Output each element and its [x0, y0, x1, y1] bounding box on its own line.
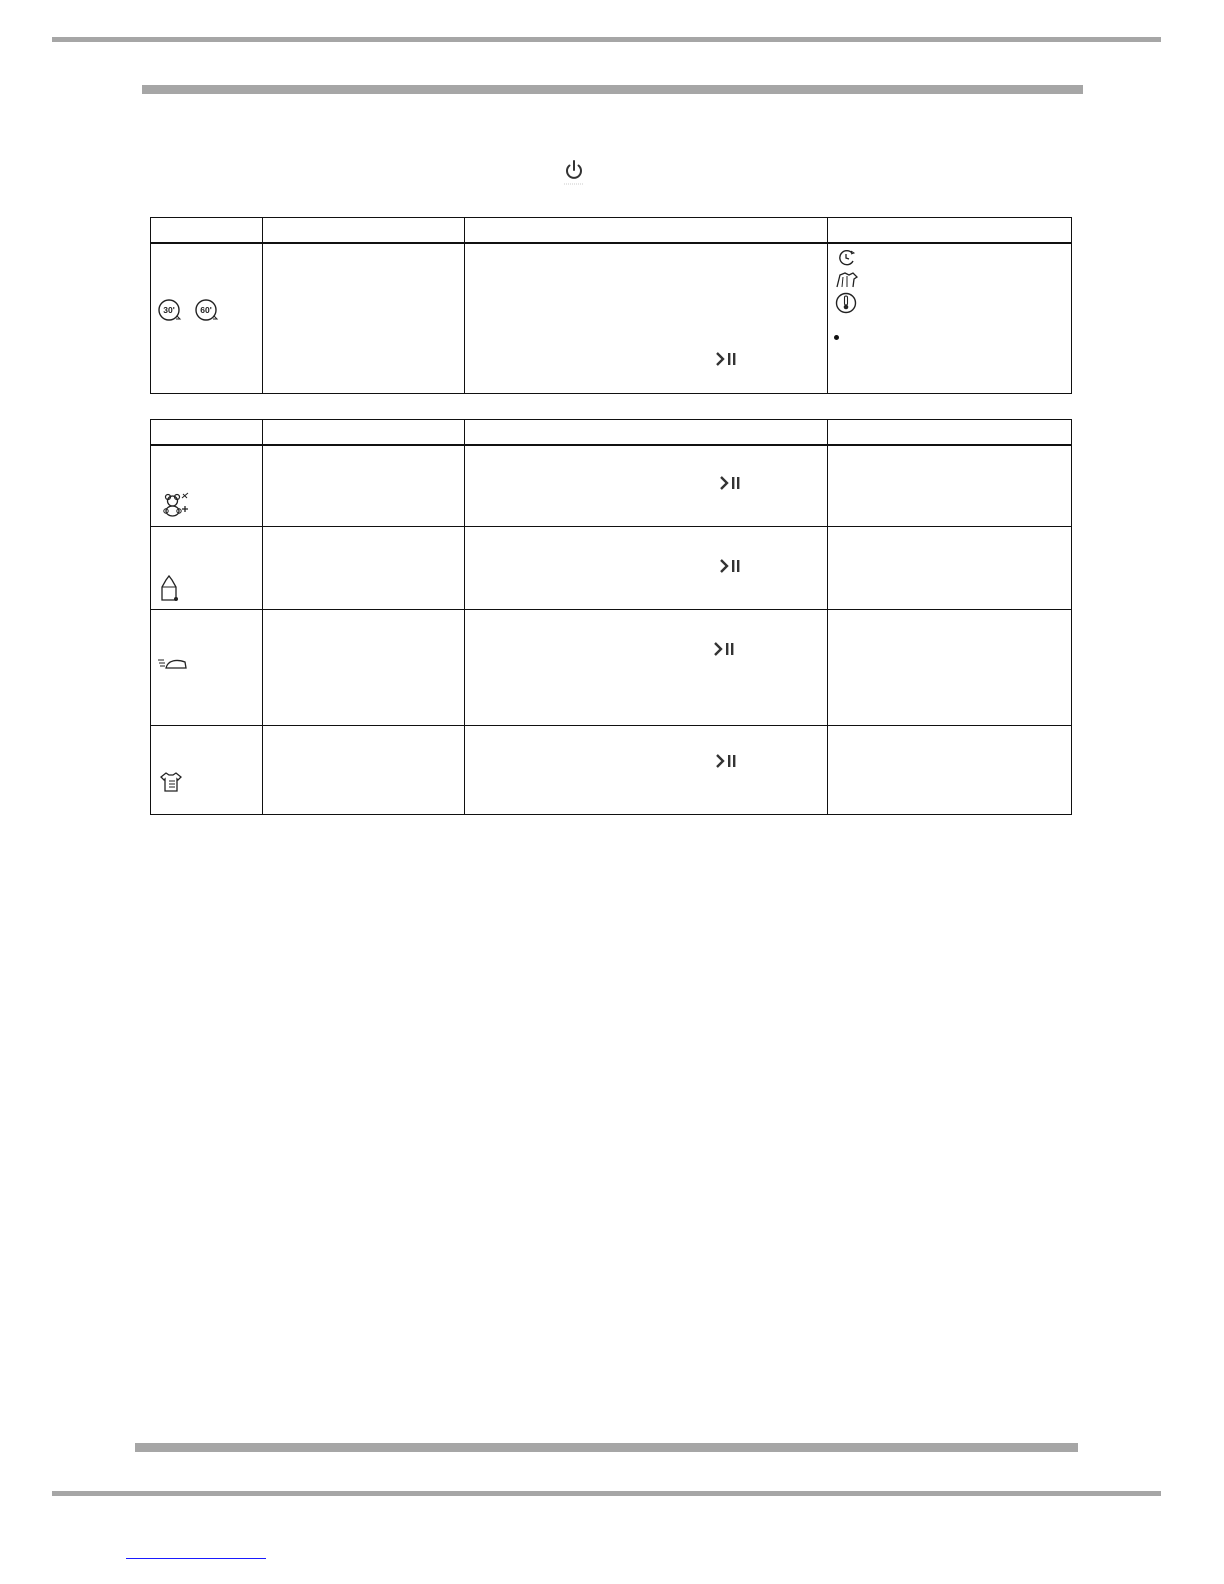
svg-text:60': 60' [200, 305, 212, 315]
table-row [151, 725, 1072, 814]
quick-30-min-icon [159, 300, 180, 320]
options-cell [828, 445, 1072, 526]
table-row [151, 526, 1072, 609]
steam-refresh-icon [159, 574, 181, 602]
header-cell-options [828, 420, 1072, 446]
header-cell-symbol [151, 420, 263, 446]
play-pause-icon [719, 558, 743, 574]
svg-text:30': 30' [163, 305, 175, 315]
options-cell [828, 526, 1072, 609]
description-cell [465, 725, 828, 814]
programme-cell [263, 526, 465, 609]
header-cell-programme [263, 218, 465, 244]
programme-cell [263, 445, 465, 526]
symbol-cell [151, 725, 263, 814]
footer-rule-outer [52, 1491, 1161, 1496]
options-cell [828, 725, 1072, 814]
footer-rule-inner [135, 1443, 1078, 1452]
bullet-point [834, 335, 839, 340]
programme-cell [263, 609, 465, 725]
programme-table-special [150, 419, 1072, 815]
footer-link-underline[interactable] [126, 1558, 266, 1559]
header-cell-symbol [151, 218, 263, 244]
table-row [151, 243, 1072, 393]
description-cell [465, 609, 828, 725]
header-cell-programme [263, 420, 465, 446]
symbol-cell [151, 445, 263, 526]
garment-icon [834, 271, 860, 289]
temperature-icon [835, 292, 857, 314]
symbol-cell [151, 243, 263, 393]
shirt-icon [159, 771, 183, 793]
symbol-cell [151, 609, 263, 725]
table-header-row [151, 420, 1072, 446]
description-cell [465, 243, 828, 393]
quick-60-min-icon [196, 300, 217, 320]
options-cell [828, 243, 1072, 393]
header-rule-inner [142, 85, 1083, 94]
description-cell [465, 526, 828, 609]
header-rule-outer [52, 37, 1161, 42]
timer-icon [835, 248, 859, 268]
play-pause-icon [719, 475, 743, 491]
power-icon [562, 158, 586, 186]
header-cell-description [465, 218, 828, 244]
easy-iron-icon [157, 656, 189, 672]
play-pause-icon [715, 753, 739, 769]
header-cell-options [828, 218, 1072, 244]
table-row [151, 445, 1072, 526]
table-row [151, 609, 1072, 725]
options-cell [828, 609, 1072, 725]
quick-30-60-icons [156, 297, 226, 323]
header-cell-description [465, 420, 828, 446]
symbol-cell [151, 526, 263, 609]
table-header-row [151, 218, 1072, 244]
play-pause-icon [715, 351, 739, 367]
programme-table-quick [150, 217, 1072, 394]
play-pause-icon [713, 641, 737, 657]
teddy-bear-plus-icon [160, 492, 192, 518]
programme-cell [263, 243, 465, 393]
description-cell [465, 445, 828, 526]
programme-cell [263, 725, 465, 814]
